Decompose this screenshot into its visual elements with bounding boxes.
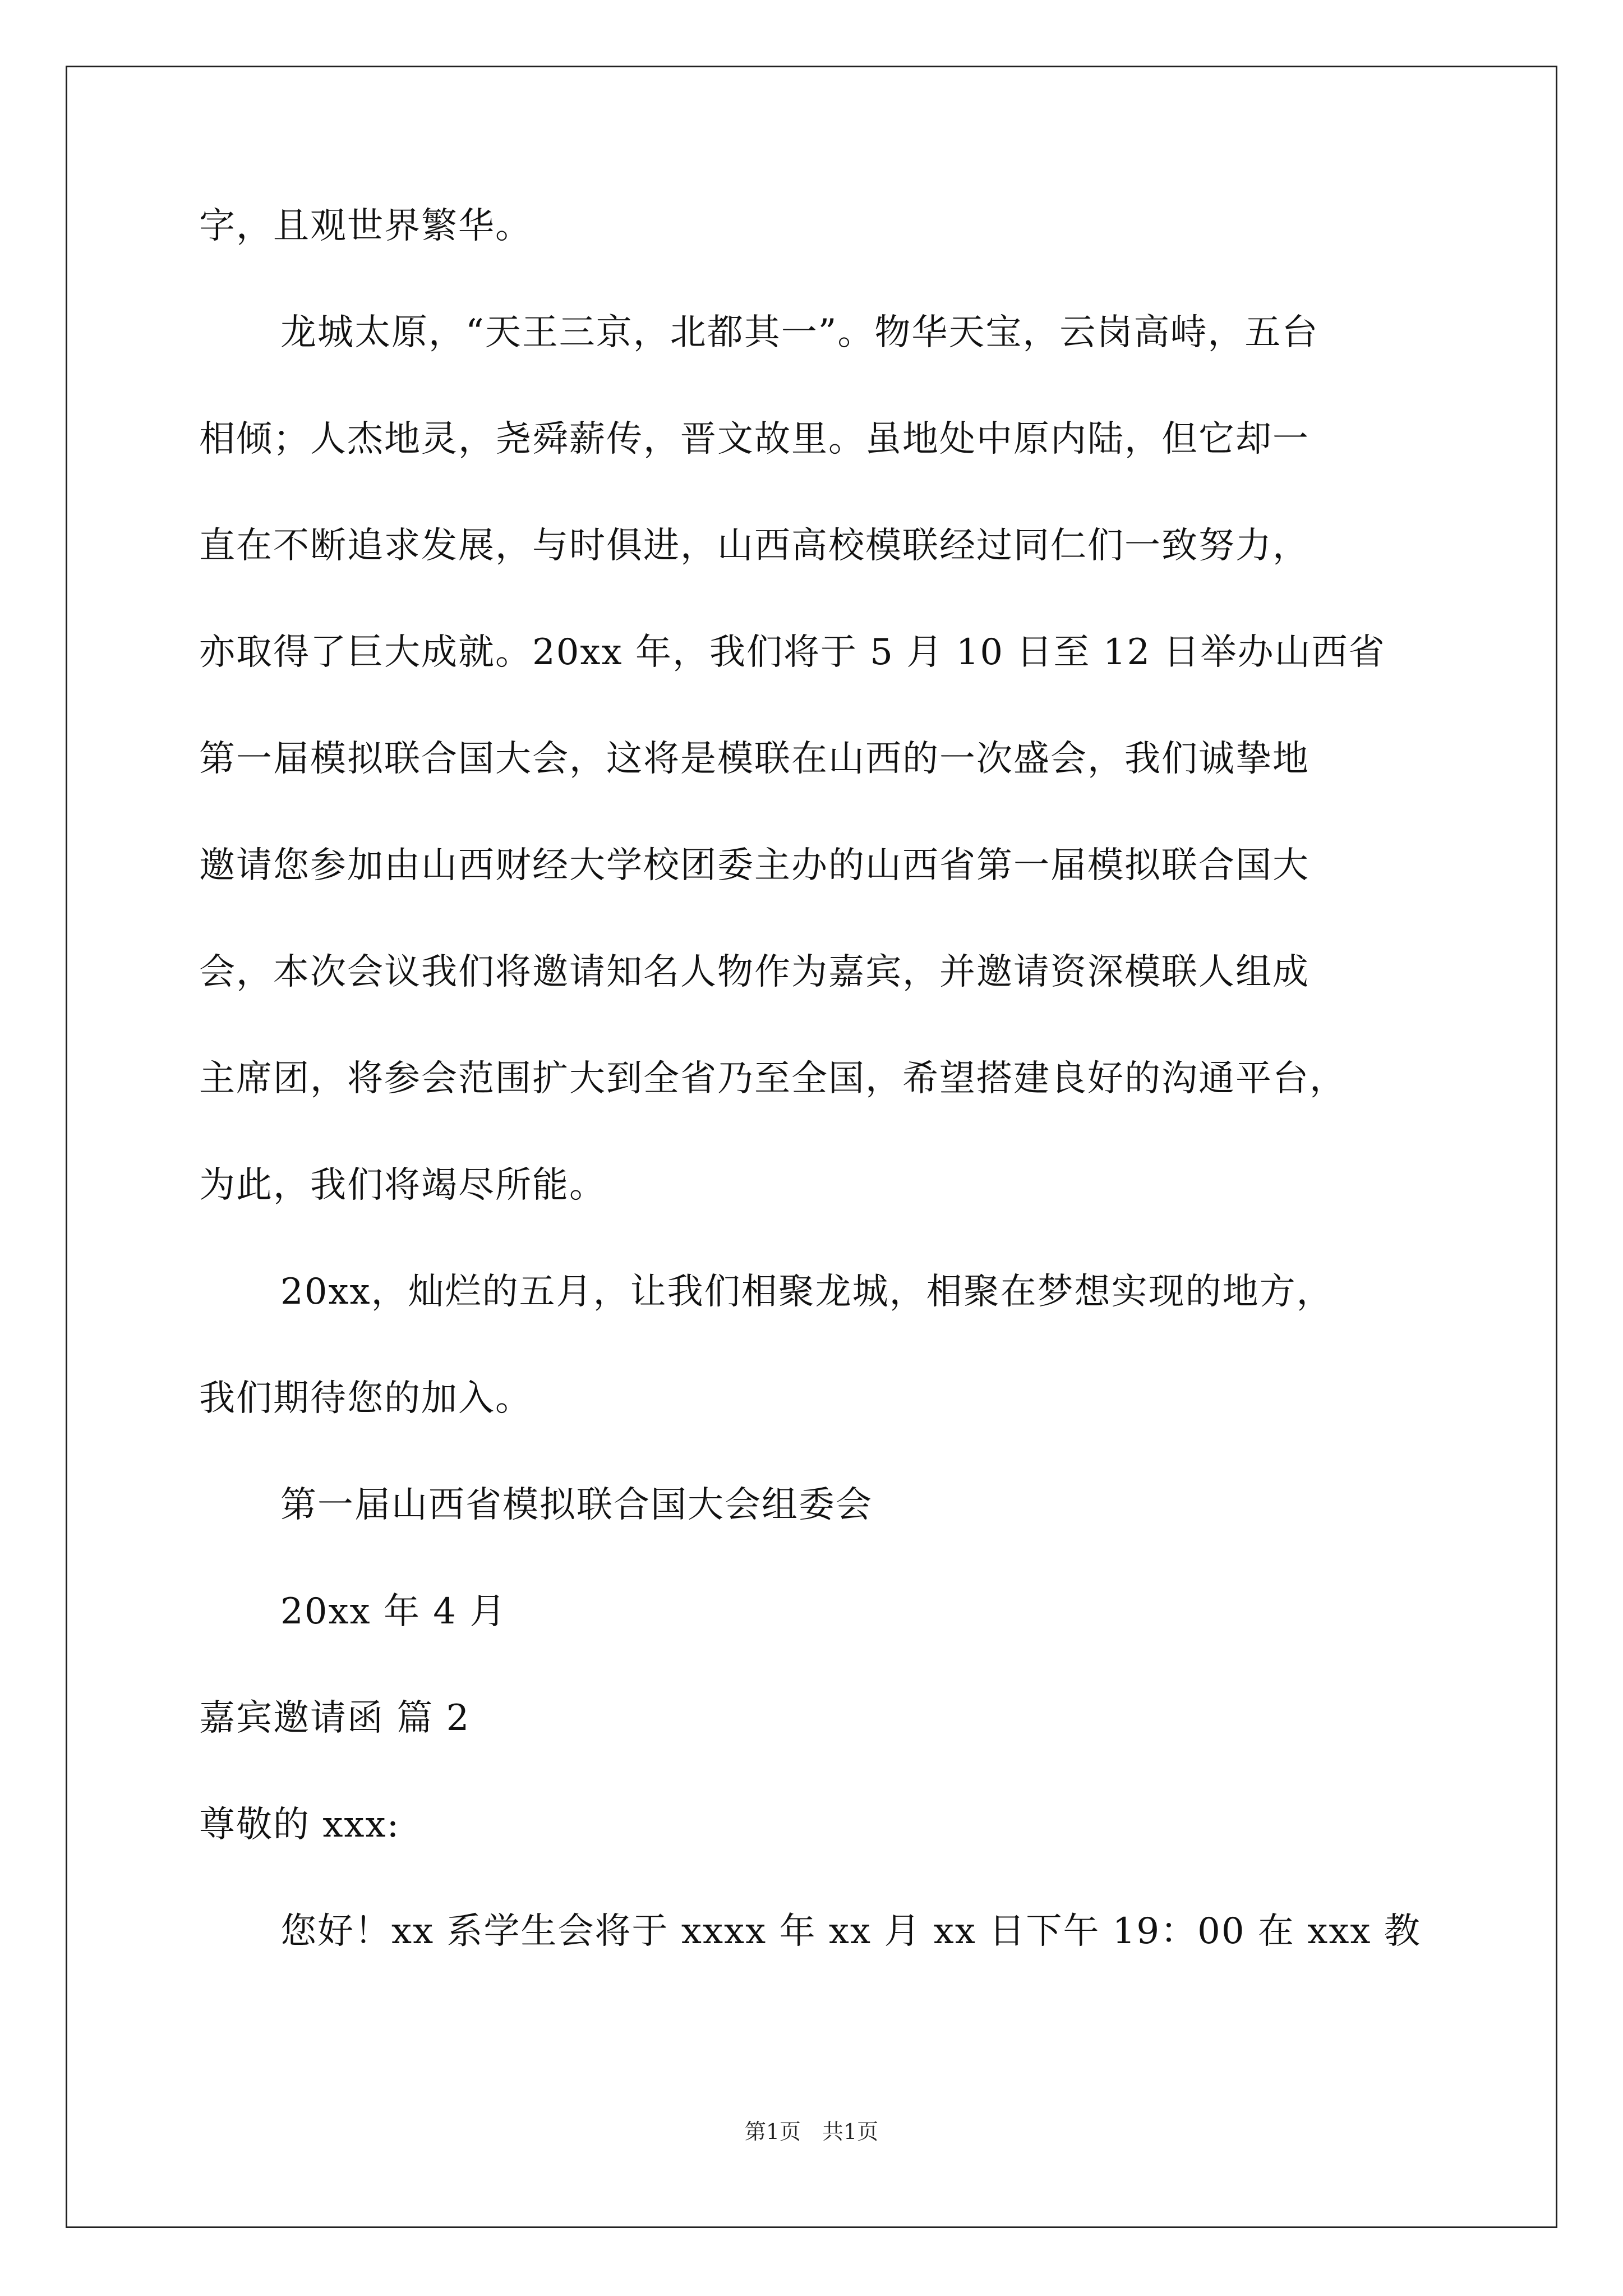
- paragraph-first-line: 龙城太原，“天王三京，北都其一”。物华天宝，云岗高峙，五台: [280, 312, 1319, 353]
- paragraph-first-line: 20xx，灿烂的五月，让我们相聚龙城，相聚在梦想实现的地方，: [280, 1271, 1334, 1313]
- text-line: 我们期待您的加入。: [199, 1378, 532, 1419]
- text-line: 主席团，将参会范围扩大到全省乃至全国，希望搭建良好的沟通平台，: [199, 1058, 1347, 1099]
- text-line: 亦取得了巨大成就。20xx 年，我们将于 5 月 10 日至 12 日举办山西省: [199, 632, 1386, 673]
- text-line: 邀请您参加由山西财经大学校团委主办的山西省第一届模拟联合国大: [199, 845, 1310, 886]
- page-number-footer: 第1页 共1页: [744, 2119, 879, 2144]
- text-line: 字，且观世界繁华。: [199, 205, 532, 247]
- page-border: [66, 66, 1557, 2228]
- text-line: 直在不断追求发展，与时俱进，山西高校模联经过同仁们一致努力，: [199, 525, 1310, 567]
- text-line: 第一届模拟联合国大会，这将是模联在山西的一次盛会，我们诚挚地: [199, 738, 1310, 780]
- signature-date: 20xx 年 4 月: [280, 1591, 507, 1632]
- text-line: 会，本次会议我们将邀请知名人物作为嘉宾，并邀请资深模联人组成: [199, 951, 1310, 993]
- signature-organizer: 第一届山西省模拟联合国大会组委会: [280, 1484, 873, 1526]
- text-line: 相倾；人杰地灵，尧舜薪传，晋文故里。虽地处中原内陆，但它却一: [199, 418, 1310, 460]
- text-line: 为此，我们将竭尽所能。: [199, 1165, 606, 1206]
- salutation: 尊敬的 xxx:: [199, 1804, 400, 1846]
- section-heading: 嘉宾邀请函 篇 2: [199, 1697, 471, 1739]
- paragraph-first-line: 您好！xx 系学生会将于 xxxx 年 xx 月 xx 日下午 19：00 在 xxx 教: [280, 1911, 1421, 1952]
